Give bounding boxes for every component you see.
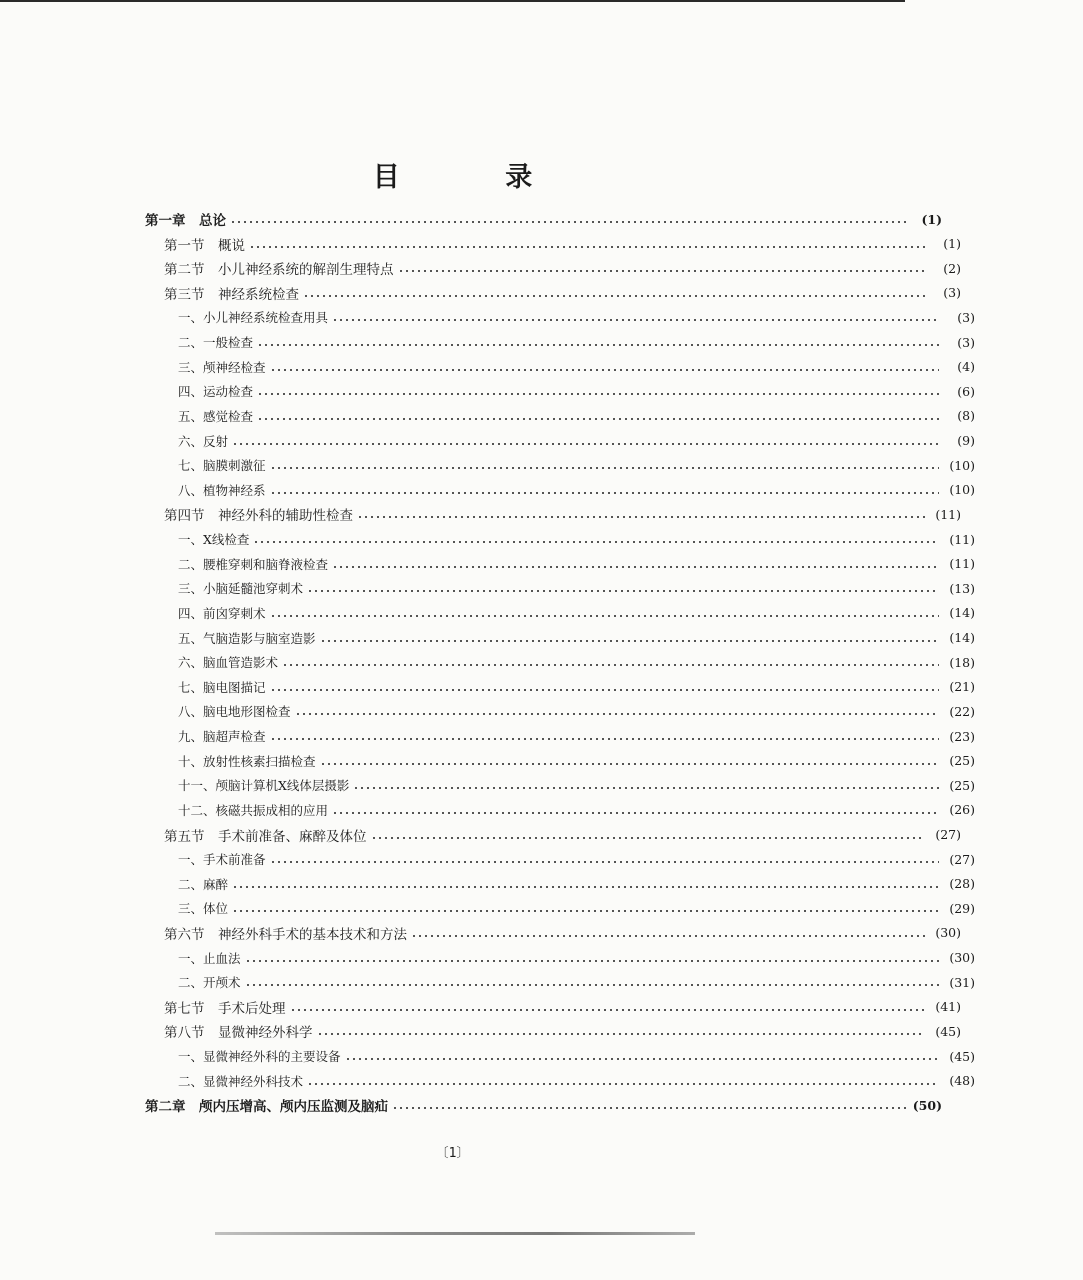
- toc-entry-label: 五、气脑造影与脑室造影: [178, 630, 316, 646]
- dot-leader: [345, 1058, 939, 1060]
- toc-entry-page-number: (14): [949, 605, 975, 621]
- toc-entry-label: 第二节 小儿神经系统的解剖生理特点: [164, 262, 394, 279]
- toc-entry-page-number: (1): [943, 236, 961, 252]
- dot-leader: [392, 1107, 906, 1109]
- toc-entry-page-number: (31): [949, 974, 975, 990]
- dot-leader: [257, 418, 939, 420]
- toc-entry-label: 第二章 颅内压增高、颅内压监测及脑疝: [145, 1099, 388, 1116]
- toc-entry-label: 第一章 总论: [145, 213, 226, 229]
- toc-entry-item[interactable]: [0, 577, 1083, 599]
- toc-entry-page-number: (50): [912, 1097, 942, 1113]
- toc-entry-item[interactable]: [0, 602, 1083, 624]
- page-number: 〔1〕: [435, 1146, 470, 1161]
- toc-entry-item[interactable]: [0, 799, 1083, 821]
- toc-entry-label: 三、小脑延髓池穿刺术: [178, 581, 304, 597]
- toc-entry-item[interactable]: [0, 405, 1083, 427]
- toc-entry-label: 第三节 神经系统检查: [164, 286, 299, 303]
- toc-entry-page-number: (30): [935, 925, 961, 941]
- toc-entry-item[interactable]: [0, 725, 1083, 747]
- toc-entry-section[interactable]: [0, 824, 1069, 846]
- dot-leader: [290, 1009, 926, 1011]
- toc-entry-page-number: (30): [949, 950, 975, 966]
- toc-entry-item[interactable]: [0, 750, 1083, 772]
- toc-entry-page-number: (2): [943, 260, 961, 276]
- dot-leader: [371, 837, 926, 839]
- toc-entry-label: 一、X线检查: [178, 532, 250, 548]
- toc-entry-page-number: (1): [921, 211, 942, 227]
- toc-entry-page-number: (6): [957, 383, 975, 399]
- toc-entry-label: 一、手术前准备: [178, 852, 266, 868]
- dot-leader: [270, 615, 939, 617]
- toc-entry-page-number: (10): [949, 482, 975, 498]
- toc-entry-item[interactable]: [0, 774, 1083, 796]
- dot-leader: [270, 689, 939, 691]
- toc-entry-page-number: (11): [949, 531, 975, 547]
- toc-entry-section[interactable]: [0, 1020, 1069, 1042]
- toc-entry-section[interactable]: [0, 233, 1069, 255]
- dot-leader: [253, 541, 939, 543]
- toc-entry-page-number: (14): [949, 630, 975, 646]
- toc-entry-page-number: (26): [949, 802, 975, 818]
- toc-entry-page-number: (28): [949, 876, 975, 892]
- dot-leader: [270, 467, 939, 469]
- page-title: 目 录: [372, 162, 581, 193]
- toc-entry-label: 三、体位: [178, 901, 229, 917]
- dot-leader: [320, 763, 939, 765]
- dot-leader: [245, 984, 939, 986]
- dot-leader: [332, 812, 939, 814]
- dot-leader: [270, 369, 939, 371]
- dot-leader: [232, 443, 939, 445]
- toc-entry-item[interactable]: [0, 1045, 1083, 1067]
- toc-entry-page-number: (13): [949, 580, 975, 596]
- toc-entry-label: 十、放射性核素扫描检查: [178, 753, 316, 769]
- toc-entry-label: 六、反射: [178, 433, 229, 449]
- dot-leader: [332, 566, 939, 568]
- toc-entry-item[interactable]: [0, 947, 1083, 969]
- toc-entry-page-number: (18): [949, 654, 975, 670]
- dot-leader: [249, 246, 925, 248]
- toc-entry-page-number: (45): [935, 1023, 961, 1039]
- dot-leader: [257, 393, 939, 395]
- toc-entry-item[interactable]: [0, 873, 1083, 895]
- toc-entry-item[interactable]: [0, 331, 1083, 353]
- toc-entry-label: 七、脑电图描记: [178, 679, 266, 695]
- dot-leader: [320, 640, 939, 642]
- toc-entry-item[interactable]: [0, 528, 1083, 550]
- dot-leader: [398, 270, 926, 272]
- toc-entry-page-number: (11): [949, 556, 975, 572]
- toc-entry-page-number: (8): [957, 408, 975, 424]
- toc-entry-page-number: (3): [957, 309, 975, 325]
- toc-entry-page-number: (3): [943, 285, 961, 301]
- toc-entry-page-number: (29): [949, 900, 975, 916]
- toc-entry-label: 第四节 神经外科的辅助性检查: [164, 508, 353, 525]
- dot-leader: [295, 713, 939, 715]
- toc-entry-label: 二、开颅术: [178, 975, 241, 991]
- top-border-rule: [0, 0, 905, 2]
- toc-entry-label: 一、小儿神经系统检查用具: [178, 310, 329, 326]
- toc-entry-label: 二、麻醉: [178, 876, 229, 892]
- toc-entry-page-number: (25): [949, 753, 975, 769]
- toc-entry-item[interactable]: [0, 700, 1083, 722]
- toc-entry-label: 二、腰椎穿刺和脑脊液检查: [178, 556, 329, 572]
- toc-entry-label: 八、植物神经系: [178, 482, 266, 498]
- toc-entry-item[interactable]: [0, 676, 1083, 698]
- toc-entry-section[interactable]: [0, 257, 1069, 279]
- toc-entry-section[interactable]: [0, 503, 1069, 525]
- toc-entry-label: 十一、颅脑计算机X线体层摄影: [178, 778, 350, 794]
- toc-entry-label: 六、脑血管造影术: [178, 655, 279, 671]
- dot-leader: [270, 861, 939, 863]
- scan-artifact-line: [215, 1232, 695, 1235]
- toc-entry-page-number: (9): [957, 433, 975, 449]
- dot-leader: [245, 960, 939, 962]
- toc-entry-page-number: (27): [949, 851, 975, 867]
- toc-entry-page-number: (25): [949, 777, 975, 793]
- toc-entry-label: 第五节 手术前准备、麻醉及体位: [164, 828, 367, 845]
- toc-entry-section[interactable]: [0, 282, 1069, 304]
- toc-entry-label: 第七节 手术后处理: [164, 1000, 286, 1017]
- toc-entry-page-number: (22): [949, 703, 975, 719]
- toc-entry-page-number: (27): [935, 827, 961, 842]
- dot-leader: [270, 738, 939, 740]
- toc-entry-item[interactable]: [0, 380, 1083, 402]
- toc-entry-item[interactable]: [0, 971, 1083, 993]
- toc-entry-label: 第一节 概说: [164, 237, 245, 254]
- toc-entry-item[interactable]: [0, 897, 1083, 919]
- dot-leader: [411, 935, 925, 937]
- toc-entry-item[interactable]: [0, 306, 1083, 328]
- toc-entry-section[interactable]: [0, 922, 1069, 944]
- toc-entry-label: 四、前囟穿刺术: [178, 605, 266, 621]
- toc-entry-label: 一、显微神经外科的主要设备: [178, 1049, 341, 1065]
- dot-leader: [232, 886, 939, 888]
- toc-entry-page-number: (4): [957, 359, 975, 375]
- toc-entry-label: 八、脑电地形图检查: [178, 704, 291, 720]
- dot-leader: [332, 319, 939, 321]
- toc-entry-label: 第六节 神经外科手术的基本技术和方法: [164, 926, 407, 943]
- toc-entry-item[interactable]: [0, 454, 1083, 476]
- toc-entry-label: 一、止血法: [178, 950, 241, 966]
- toc-entry-chapter[interactable]: [0, 208, 1050, 230]
- dot-leader: [232, 910, 939, 912]
- dot-leader: [257, 344, 939, 346]
- toc-entry-page-number: (48): [949, 1073, 975, 1089]
- toc-entry-label: 第八节 显微神经外科学: [164, 1025, 313, 1042]
- toc-entry-label: 九、脑超声检查: [178, 729, 266, 745]
- toc-entry-label: 二、一般检查: [178, 335, 254, 351]
- dot-leader: [230, 221, 906, 223]
- toc-entry-item[interactable]: [0, 553, 1083, 575]
- dot-leader: [282, 664, 939, 666]
- toc-entry-page-number: (45): [949, 1048, 975, 1064]
- toc-entry-label: 三、颅神经检查: [178, 359, 266, 375]
- toc-entry-page-number: (10): [949, 457, 975, 473]
- dot-leader: [270, 492, 939, 494]
- toc-entry-item[interactable]: [0, 356, 1083, 378]
- toc-entry-item[interactable]: [0, 848, 1083, 870]
- toc-entry-item[interactable]: [0, 1070, 1083, 1092]
- toc-entry-label: 二、显微神经外科技术: [178, 1073, 304, 1089]
- toc-entry-section[interactable]: [0, 996, 1069, 1018]
- dot-leader: [307, 1083, 939, 1085]
- toc-entry-chapter[interactable]: [0, 1094, 1050, 1116]
- toc-entry-page-number: (21): [949, 679, 975, 695]
- toc-entry-label: 四、运动检查: [178, 384, 254, 400]
- dot-leader: [353, 787, 939, 789]
- toc-entry-label: 十二、核磁共振成相的应用: [178, 802, 329, 818]
- dot-leader: [303, 295, 925, 297]
- toc-entry-item[interactable]: [0, 430, 1083, 452]
- toc-entry-page-number: (41): [935, 999, 961, 1015]
- toc-entry-item[interactable]: [0, 651, 1083, 673]
- toc-entry-label: 五、感觉检查: [178, 408, 254, 424]
- dot-leader: [317, 1033, 926, 1035]
- toc-entry-label: 七、脑膜刺激征: [178, 458, 266, 474]
- toc-entry-page-number: (3): [957, 334, 975, 350]
- toc-entry-item[interactable]: [0, 627, 1083, 649]
- dot-leader: [357, 516, 925, 518]
- dot-leader: [307, 590, 939, 592]
- toc-entry-page-number: (11): [935, 506, 961, 522]
- toc-entry-page-number: (23): [949, 728, 975, 744]
- toc-entry-item[interactable]: [0, 479, 1083, 501]
